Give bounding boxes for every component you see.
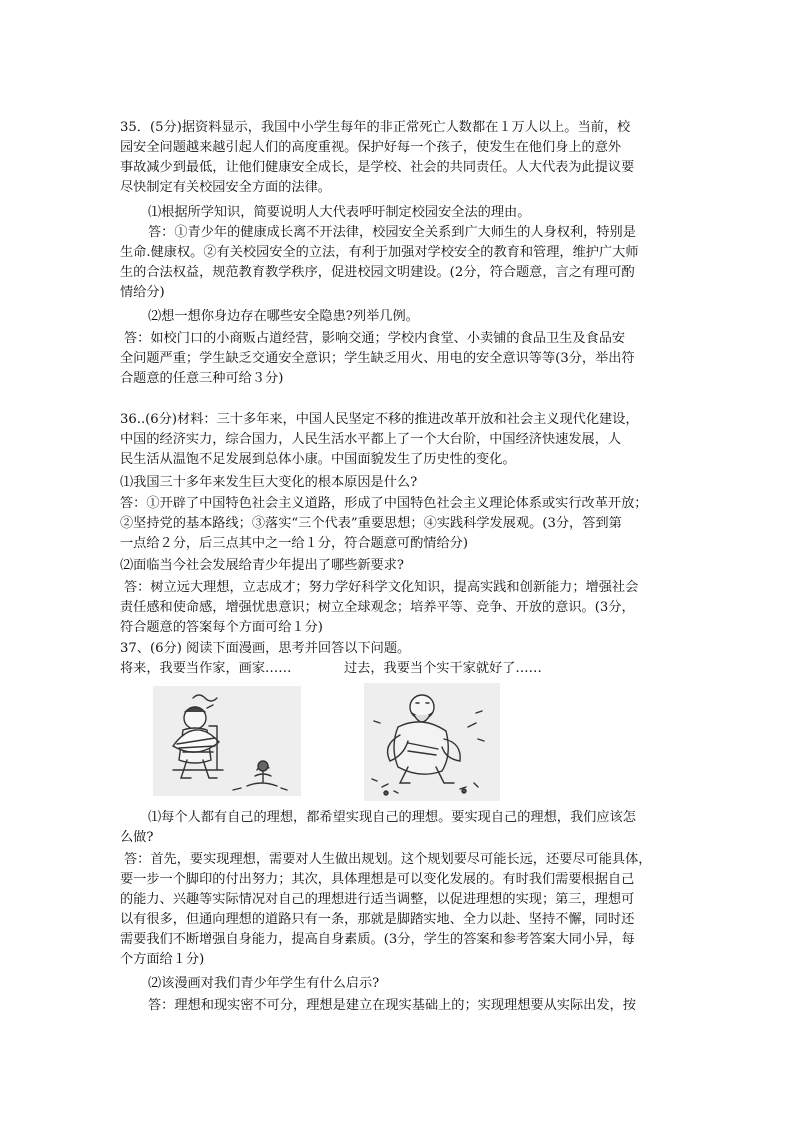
q37-answer-line: 答：首先，要实现理想，需要对人生做出规划。这个规划要尽可能长远，还要尽可能具体， [124, 852, 652, 867]
q36-subquestion-1: ⑴我国三十多年来发生巨大变化的根本原因是什么? [120, 475, 418, 490]
q35-answer-line: 生的合法权益，规范教育教学秩序，促进校园文明建设。(2分，符合题意，言之有理可酌 [120, 265, 635, 280]
q35-line: 事故减少到最低，让他们健康安全成长，是学校、社会的共同责任。人大代表为此提议要 [120, 160, 635, 175]
q35-subquestion-2: ⑵想一想你身边存在哪些安全隐患?列举几例。 [148, 309, 419, 324]
cartoon-caption-right: 过去，我要当个实干家就好了…… [344, 661, 542, 676]
cartoon-caption-left: 将来，我要当作家，画家…… [120, 661, 292, 676]
q36-answer-line: 答：①开辟了中国特色社会主义道路，形成了中国特色社会主义理论体系或实行改革开放； [120, 496, 648, 511]
q36-answer-line: 答：树立远大理想，立志成才；努力学好科学文化知识，提高实践和创新能力；增强社会 [124, 580, 639, 595]
q35-answer-line: 情给分) [120, 285, 165, 300]
q36-line: 中国的经济实力，综合国力，人民生活水平都上了一个大台阶，中国经济快速发展，人 [120, 432, 622, 447]
q35-answer-line: 答：如校门口的小商贩占道经营，影响交通；学校内食堂、小卖铺的食品卫生及食品安 [124, 331, 626, 346]
q37-answer-line: 需要我们不断增强自身能力，提高自身素质。(3分，学生的答案和参考答案大同小异，每 [120, 932, 635, 947]
q37-subquestion-1: ⑴每个人都有自己的理想，都希望实现自己的理想。要实现自己的理想，我们应该怎 [148, 810, 636, 825]
q37-line: 么做? [120, 830, 154, 845]
q37-answer-line: 个方面给１分) [120, 952, 205, 967]
q35-subquestion-1: ⑴根据所学知识，简要说明人大代表呼吁制定校园安全法的理由。 [148, 205, 531, 220]
q37-answer-line: 答：理想和现实密不可分，理想是建立在现实基础上的；实现理想要从实际出发，按 [148, 998, 636, 1013]
q35-answer-line: 合题意的任意三种可给３分) [120, 371, 284, 386]
q36-answer-line: ②坚持党的基本路线；③落实“三个代表”重要思想；④实践科学发展观。(3分，答到第 [120, 516, 622, 531]
q37-answer-line: 以有很多，但通向理想的道路只有一条，那就是脚踏实地、全力以赴、坚持不懈，同时还 [120, 912, 635, 927]
cartoon-old-man-regret-image [364, 683, 500, 801]
q37-line: 37、(6分) 阅读下面漫画，思考并回答以下问题。 [120, 641, 411, 656]
q36-answer-line: 一点给２分，后三点其中之一给１分，符合题意可酌情给分) [120, 536, 469, 551]
q36-answer-line: 责任感和使命感，增强忧患意识；树立全球观念；培养平等、竞争、开放的意识。(3分， [120, 600, 635, 615]
q36-line: 民生活从温饱不足发展到总体小康。中国面貌发生了历史性的变化。 [120, 452, 516, 467]
q35-answer-line: 全问题严重；学生缺乏交通安全意识；学生缺乏用火、用电的安全意识等等(3分，举出符 [120, 351, 635, 366]
q37-answer-line: 的能力、兴趣等实际情况对自己的理想进行适当调整，以促进理想的实现；第三，理想可 [120, 892, 635, 907]
q35-answer-line: 答：①青少年的健康成长离不开法律，校园安全关系到广大师生的人身权利，特别是 [148, 225, 636, 240]
q36-answer-line: 符合题意的答案每个方面可给１分) [120, 620, 323, 635]
q37-answer-line: 要一步一个脚印的付出努力；其次，具体理想是可以变化发展的。有时我们需要根据自己 [120, 872, 635, 887]
q36-line: 36..(6分)材料：三十多年来，中国人民坚定不移的推进改革开放和社会主义现代化建设， [120, 412, 639, 427]
q35-line: 尽快制定有关校园安全方面的法律。 [120, 180, 331, 195]
q35-answer-line: 生命.健康权。②有关校园安全的立法，有利于加强对学校安全的教育和管理，维护广大师 [120, 245, 639, 260]
q36-subquestion-2: ⑵面临当今社会发展给青少年提出了哪些新要求? [120, 558, 405, 573]
q35-line: 园安全问题越来越引起人们的高度重视。保护好每一个孩子，使发生在他们身上的意外 [120, 140, 622, 155]
q37-subquestion-2: ⑵该漫画对我们青少年学生有什么启示? [148, 976, 380, 991]
q35-line: 35．(5分)据资料显示，我国中小学生每年的非正常死亡人数都在１万人以上。当前，校 [120, 120, 631, 135]
cartoon-youth-dreaming-image [153, 686, 301, 796]
